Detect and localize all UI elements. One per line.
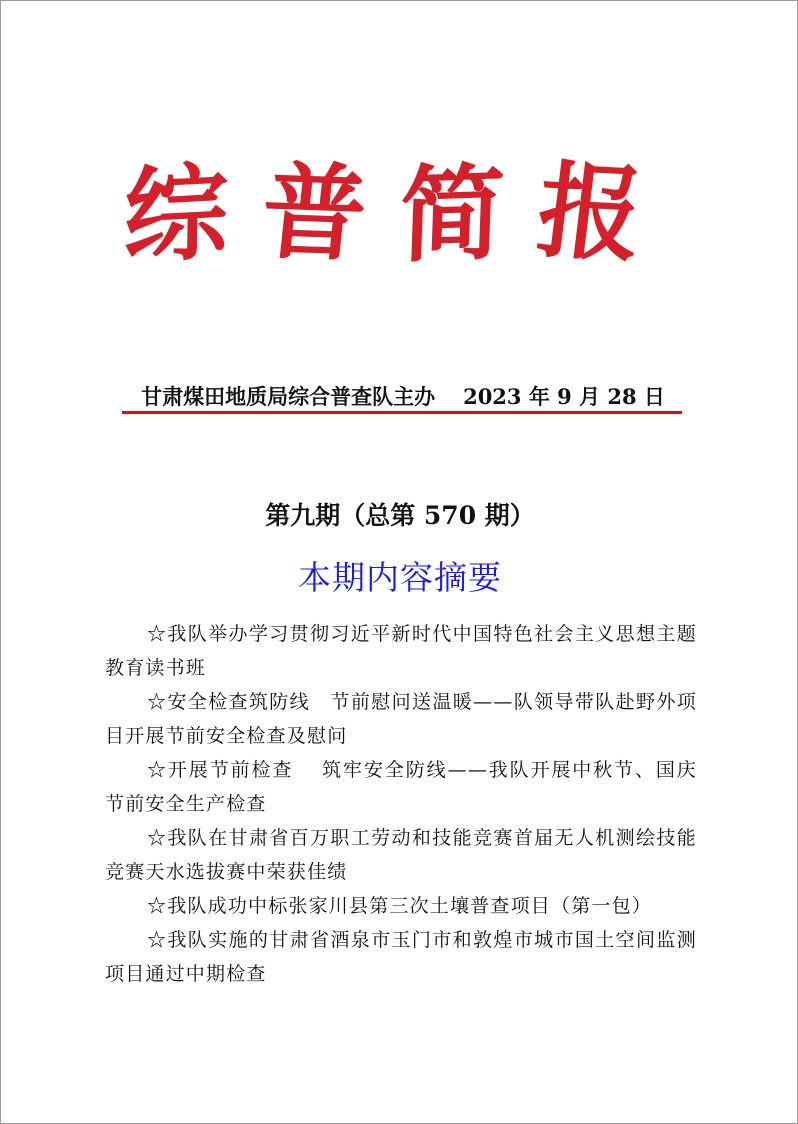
masthead-char: 普 [255, 149, 407, 278]
contents-item: ☆安全检查筑防线 节前慰问送温暖——队领导带队赴野外项目开展节前安全检查及慰问 [105, 691, 697, 747]
masthead-char: 综 [122, 148, 264, 279]
contents-item: ☆我队在甘肃省百万职工劳动和技能竞赛首届无人机测绘技能竞赛天水选拔赛中荣获佳绩 [105, 827, 697, 883]
issuer-org: 甘肃煤田地质局综合普查队主办 [141, 384, 436, 409]
contents-item: ☆我队实施的甘肃省酒泉市玉门市和敦煌市城市国土空间监测项目通过中期检查 [105, 929, 697, 985]
masthead-char: 简 [397, 149, 541, 278]
contents-item: ☆我队举办学习贯彻习近平新时代中国特色社会主义思想主题教育读书班 [105, 623, 697, 679]
masthead-char: 报 [530, 148, 684, 279]
contents-item: ☆我队成功中标张家川县第三次土壤普查项目（第一包） [147, 895, 653, 917]
issue-number: 第九期（总第 570 期） [265, 501, 535, 530]
issuer-line [125, 381, 681, 411]
masthead-title [0, 149, 798, 279]
contents-item: ☆开展节前检查 筑牢安全防线——我队开展中秋节、国庆节前安全生产检查 [105, 759, 697, 815]
header-divider [122, 411, 682, 414]
issue-date: 2023 年 9 月 28 日 [463, 384, 665, 409]
contents-list [105, 617, 697, 991]
summary-title: 本期内容摘要 [298, 558, 502, 597]
